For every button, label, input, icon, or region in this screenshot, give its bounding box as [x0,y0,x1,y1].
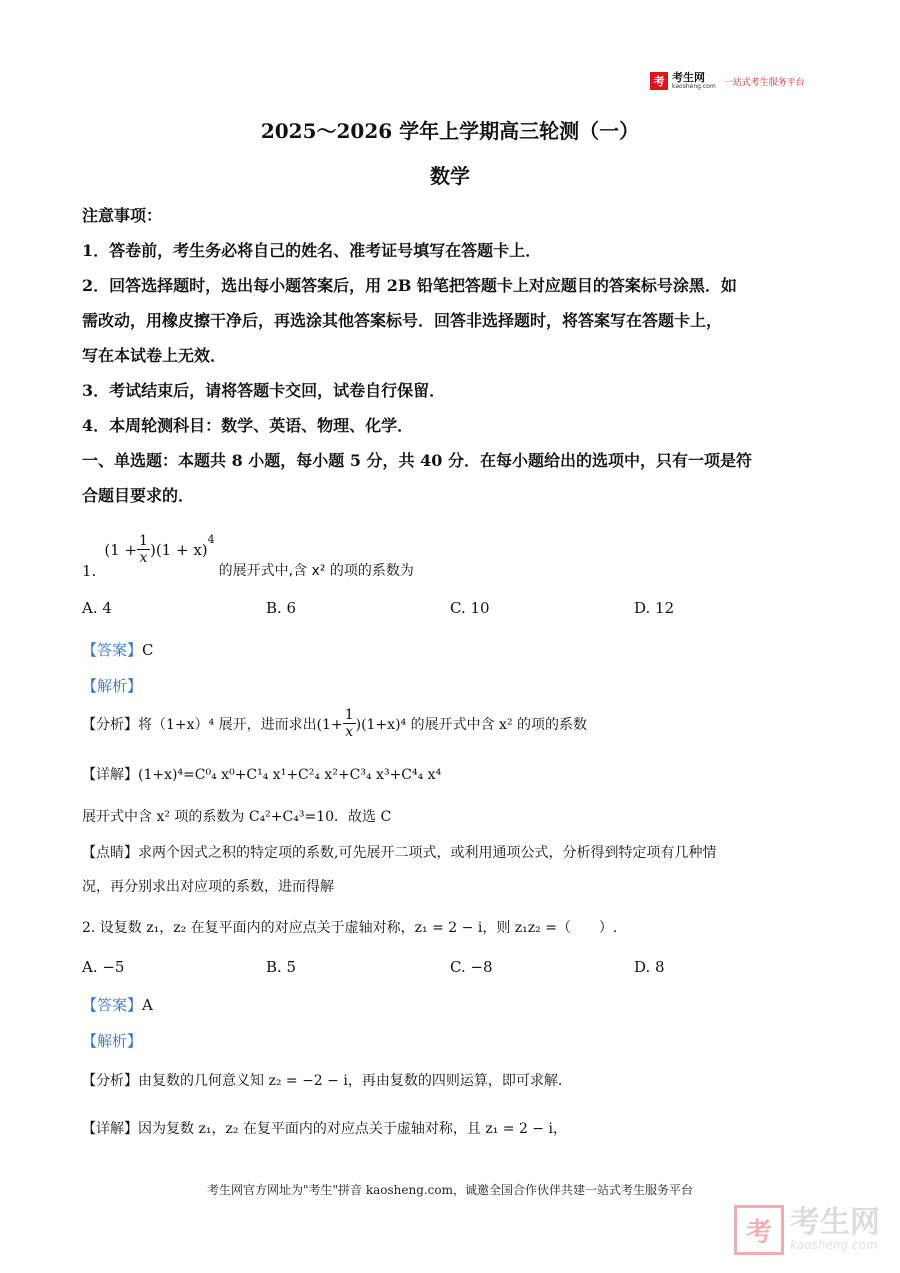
watermark-name: 考生网 [790,1205,880,1240]
watermark-url: kaosheng.com [790,1238,878,1252]
q1-xiangjie: 【详解】(1+x)⁴=C⁰₄ x⁰+C¹₄ x¹+C²₄ x²+C³₄ x³+C⁴₄ x⁴ [82,767,442,783]
notice-item: 3．考试结束后，请将答题卡交回，试卷自行保留． [82,381,446,400]
page-footer: 考生网官方网址为"考生"拼音 kaosheng.com，诚邀全国合作伙伴共建一站式考生服务平台 [206,1183,694,1197]
q1-option-d: D. 12 [634,599,675,617]
q1-conclusion: 展开式中含 x² 项的系数为 C₄²+C₄³=10．故选 C [82,809,392,825]
exam-title: 2025～2026 学年上学期高三轮测（一） [260,119,640,143]
subject-title: 数学 [430,164,470,188]
q2-stem: 2. 设复数 z₁，z₂ 在复平面内的对应点关于虚轴对称，z₁ = 2 − i，则 z₁z₂ =（ ）. [82,920,618,936]
q1-number: 1. [82,562,97,580]
q2-option-b: B. 5 [266,958,297,976]
q2-option-d: D. 8 [634,958,665,976]
header-logo [650,72,805,90]
logo-mark-icon: 考 [650,72,668,90]
q1-formula: (1 + $\frac{1}{x}$ )(1 + x) $^4$ [104,533,215,566]
q2-option-c: C. −8 [450,958,493,976]
q1-stem-text: 的展开式中,含 x² 的项的系数为 [218,563,414,579]
q2-option-a: A. −5 [82,958,125,976]
notice-item: 2．回答选择题时，选出每小题答案后，用 2B 铅笔把答题卡上对应题目的答案标号涂黑．如 [82,276,737,295]
notice-item: 写在本试卷上无效． [82,346,227,365]
notice-item: 1．答卷前，考生务必将自己的姓名、准考证号填写在答题卡上． [82,241,542,260]
notice-heading: 注意事项： [82,206,163,225]
q1-option-b: B. 6 [266,599,297,617]
q1-fenxi: 【分析】 将（1+x）⁴ 展开，进而求出(1+ $\frac{1}{x}$ )(1+x)⁴ 的展开式中含 x² 的项的系数 [82,707,588,740]
watermark-mark-icon: 考 [734,1205,784,1255]
section-heading-cont: 合题目要求的． [82,486,195,505]
q1-answer: 【答案】C [82,641,154,659]
q2-xiangjie: 【详解】因为复数 z₁，z₂ 在复平面内的对应点关于虚轴对称，且 z₁ = 2 − i， [82,1121,567,1137]
logo-slogan: 一站式考生服务平台 [723,77,805,88]
section-heading: 一、单选题：本题共 8 小题，每小题 5 分，共 40 分．在每小题给出的选项中，只有一项是符 [82,451,752,470]
logo-url: kaosheng.com [672,83,716,90]
q1-analysis-tag: 【解析】 [82,677,143,695]
q2-answer: 【答案】A [82,996,153,1014]
notice-item: 4．本周轮测科目：数学、英语、物理、化学． [82,416,414,435]
watermark-logo [734,1205,880,1255]
logo-name: 考生网 [672,71,705,84]
logo-text [672,72,716,90]
q2-fenxi: 【分析】由复数的几何意义知 z₂ = −2 − i，再由复数的四则运算，即可求解． [82,1073,572,1089]
q1-option-c: C. 10 [450,599,490,617]
q2-analysis-tag: 【解析】 [82,1032,143,1050]
q1-dianjing: 【点睛】求两个因式之积的特定项的系数,可先展开二项式，或利用通项公式，分析得到特定项有几种情 [82,845,717,861]
notice-item: 需改动，用橡皮擦干净后，再选涂其他答案标号．回答非选择题时，将答案写在答题卡上， [82,311,723,330]
q1-dianjing-cont: 况，再分别求出对应项的系数，进而得解 [82,879,334,895]
q1-option-a: A. 4 [82,599,112,617]
q1-stem [82,520,414,580]
